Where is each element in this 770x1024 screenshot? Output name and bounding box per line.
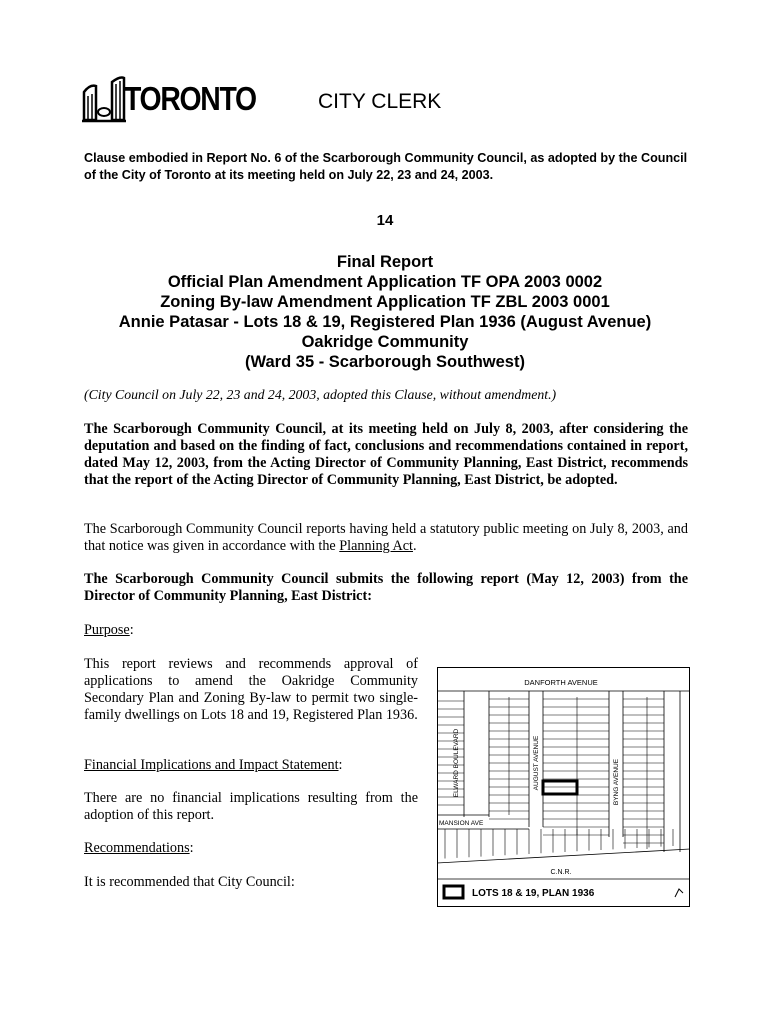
clause-statement: Clause embodied in Report No. 6 of the Scarborough Community Council, as adopted by the Council of the City of Toronto at its meeting held on July 22, 23 and 24, 2003.: [84, 151, 688, 182]
title-line: Official Plan Amendment Application TF OPA 2003 0002: [167, 273, 603, 291]
location-map: [437, 667, 690, 907]
map-label-elward: ELWARD BOULEVARD: [453, 728, 460, 798]
paragraph-text: .: [412, 538, 417, 554]
title-line: (Ward 35 - Scarborough Southwest): [245, 353, 525, 371]
financial-text: There are no financial implications resulting from the adoption of this report.: [84, 790, 418, 823]
logo-wordmark: TORONTO: [124, 80, 256, 117]
map-label-cnr: C.N.R.: [550, 869, 572, 876]
item-number: 14: [376, 212, 394, 229]
report-submission: The Scarborough Community Council submits the following report (May 12, 2003) from the Director of Community Planning, East District:: [84, 571, 688, 604]
recommendations-heading: Recommendations:: [84, 840, 194, 856]
legend-label: LOTS 18 & 19, PLAN 1936: [472, 888, 595, 899]
city-hall-icon: [82, 74, 126, 124]
recommendations-text: It is recommended that City Council:: [84, 874, 295, 890]
heading-text: Purpose: [84, 622, 130, 638]
public-meeting-paragraph: [84, 521, 688, 555]
toronto-logo: [82, 74, 256, 124]
title-line: Zoning By-law Amendment Application TF ZBL 2003 0001: [160, 293, 610, 311]
department-title: CITY CLERK: [318, 90, 442, 113]
paragraph-text: The Scarborough Community Council reports having held a statutory public meeting on July 8, 2003, and that notice was given in accordance with the: [84, 521, 688, 554]
purpose-heading: Purpose:: [84, 622, 134, 638]
planning-act-link[interactable]: Planning Act: [339, 538, 413, 554]
map-label-danforth: DANFORTH AVENUE: [524, 678, 598, 687]
title-line: Annie Patasar - Lots 18 & 19, Registered Plan 1936 (August Avenue): [118, 313, 652, 331]
council-recommendation: The Scarborough Community Council, at its meeting held on July 8, 2003, after considering the deputation and based on the finding of fact, conclusions and recommendations contained in report, dated May 12, 2003, from the Acting Director of Community Planning, East District, recommends that the report of the Acting Director of Community Planning, East District, be adopted.: [84, 421, 688, 488]
map-label-byng: BYNG AVENUE: [613, 758, 620, 806]
title-line: Oakridge Community: [301, 333, 469, 351]
heading-text: Recommendations: [84, 840, 190, 856]
financial-heading: Financial Implications and Impact Statement:: [84, 757, 343, 773]
map-label-august: AUGUST AVENUE: [533, 735, 540, 791]
purpose-text: This report reviews and recommends approval of applications to amend the Oakridge Community Secondary Plan and Zoning By-law to permit two single-family dwellings on Lots 18 and 19, Registered Plan 1936.: [84, 656, 418, 723]
heading-text: Financial Implications and Impact Statement: [84, 757, 339, 773]
report-title: [60, 252, 710, 372]
adopted-note: (City Council on July 22, 23 and 24, 2003, adopted this Clause, without amendment.): [84, 387, 557, 402]
map-label-mansion: MANSION AVE: [439, 820, 484, 827]
title-line: Final Report: [336, 253, 434, 271]
